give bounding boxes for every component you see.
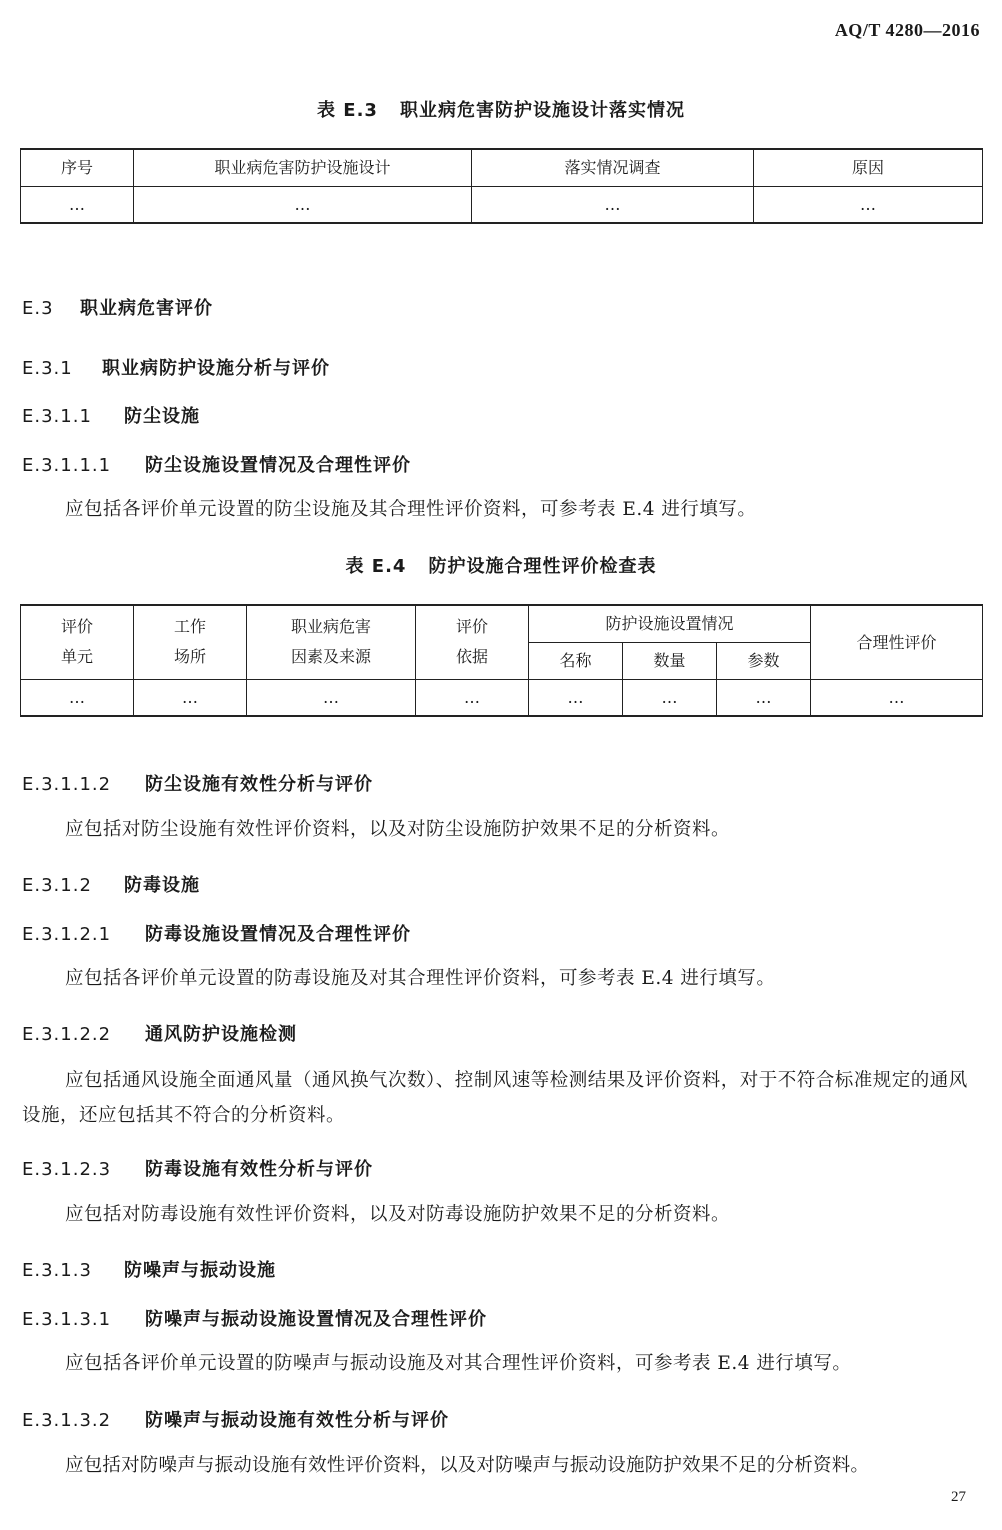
section-number: E.3.1.3.1 <box>22 1309 112 1330</box>
table-e4-caption <box>0 552 1002 578</box>
section-heading <box>22 1406 449 1432</box>
table-e3-header-cell: 职业病危害防护设施设计 <box>134 149 472 186</box>
section-heading <box>22 451 411 477</box>
section-title: 防噪声与振动设施有效性分析与评价 <box>145 1410 449 1431</box>
section-heading <box>22 770 373 796</box>
table-e4 <box>20 604 983 717</box>
table-e4-cell: … <box>134 679 247 716</box>
section-title: 防尘设施有效性分析与评价 <box>145 774 373 795</box>
table-e4-cell: … <box>623 679 717 716</box>
body-paragraph: 应包括对防尘设施有效性评价资料，以及对防尘设施防护效果不足的分析资料。 <box>65 819 731 840</box>
section-heading <box>22 402 200 428</box>
section-number: E.3.1.1.1 <box>22 455 112 476</box>
table-e3-header-cell: 序号 <box>21 149 134 186</box>
table-e4-number: 表 E.4 <box>345 556 407 577</box>
section-number: E.3.1.2.1 <box>22 924 112 945</box>
section-title: 防噪声与振动设施 <box>124 1260 276 1281</box>
section-number: E.3.1.3.2 <box>22 1410 112 1431</box>
section-heading <box>22 354 330 380</box>
table-e4-header-cell: 工作 场所 <box>134 605 247 679</box>
section-number: E.3.1 <box>22 358 73 379</box>
table-e4-header-cell: 职业病危害 因素及来源 <box>247 605 416 679</box>
section-number: E.3 <box>22 298 54 319</box>
table-e3-header-cell: 落实情况调查 <box>472 149 754 186</box>
section-title: 防毒设施有效性分析与评价 <box>145 1159 373 1180</box>
table-e3-title: 职业病危害防护设施设计落实情况 <box>399 100 685 121</box>
table-e4-cell: … <box>247 679 416 716</box>
table-e3-cell: … <box>134 186 472 223</box>
body-paragraph: 应包括对防毒设施有效性评价资料，以及对防毒设施防护效果不足的分析资料。 <box>65 1204 731 1225</box>
section-heading <box>22 1155 373 1181</box>
table-e4-cell: … <box>811 679 983 716</box>
standard-code: AQ/T 4280—2016 <box>834 20 980 40</box>
table-e3-cell: … <box>754 186 983 223</box>
section-heading <box>22 1256 276 1282</box>
body-paragraph: 应包括通风设施全面通风量（通风换气次数）、控制风速等检测结果及评价资料，对于不符合标准规定的通风设施，还应包括其不符合的分析资料。 <box>22 1070 968 1126</box>
table-e3-cell: … <box>21 186 134 223</box>
table-e3-header-cell: 原因 <box>754 149 983 186</box>
section-heading <box>22 1020 297 1046</box>
section-heading <box>22 1305 487 1331</box>
section-number: E.3.1.2.3 <box>22 1159 112 1180</box>
table-e3-caption <box>0 96 1002 122</box>
section-title: 职业病危害评价 <box>80 298 213 319</box>
body-paragraph: 应包括各评价单元设置的防噪声与振动设施及对其合理性评价资料，可参考表 E.4 进行填写。 <box>65 1353 852 1374</box>
table-e4-cell: … <box>416 679 529 716</box>
table-e4-cell: … <box>21 679 134 716</box>
body-paragraph: 应包括各评价单元设置的防毒设施及对其合理性评价资料，可参考表 E.4 进行填写。 <box>65 968 776 989</box>
table-e4-header-cell: 评价 单元 <box>21 605 134 679</box>
section-title: 防毒设施设置情况及合理性评价 <box>145 924 411 945</box>
section-number: E.3.1.1 <box>22 406 92 427</box>
table-e4-subheader-cell: 名称 <box>529 642 623 679</box>
table-e4-subheader-cell: 参数 <box>717 642 811 679</box>
section-title: 防噪声与振动设施设置情况及合理性评价 <box>145 1309 487 1330</box>
table-e3-number: 表 E.3 <box>317 100 378 121</box>
table-e4-cell: … <box>529 679 623 716</box>
table-e4-header-cell: 合理性评价 <box>811 605 983 679</box>
section-title: 防毒设施 <box>124 875 200 896</box>
body-paragraph: 应包括各评价单元设置的防尘设施及其合理性评价资料，可参考表 E.4 进行填写。 <box>65 499 757 520</box>
body-paragraph: 应包括对防噪声与振动设施有效性评价资料，以及对防噪声与振动设施防护效果不足的分析资料。 <box>65 1455 870 1476</box>
table-e4-header-cell: 评价 依据 <box>416 605 529 679</box>
section-number: E.3.1.2 <box>22 875 92 896</box>
section-heading <box>22 871 200 897</box>
table-e4-cell: … <box>717 679 811 716</box>
section-title: 职业病防护设施分析与评价 <box>102 358 330 379</box>
page-number: 27 <box>951 1489 966 1505</box>
section-heading <box>22 920 411 946</box>
section-number: E.3.1.3 <box>22 1260 92 1281</box>
table-e4-subheader-cell: 数量 <box>623 642 717 679</box>
table-e3-cell: … <box>472 186 754 223</box>
section-heading <box>22 294 213 320</box>
table-e3 <box>20 148 983 224</box>
section-title: 防尘设施 <box>124 406 200 427</box>
section-number: E.3.1.2.2 <box>22 1024 112 1045</box>
section-title: 防尘设施设置情况及合理性评价 <box>145 455 411 476</box>
section-title: 通风防护设施检测 <box>145 1024 297 1045</box>
section-number: E.3.1.1.2 <box>22 774 112 795</box>
table-e4-group-header: 防护设施设置情况 <box>529 605 811 642</box>
table-e4-title: 防护设施合理性评价检查表 <box>428 556 657 577</box>
